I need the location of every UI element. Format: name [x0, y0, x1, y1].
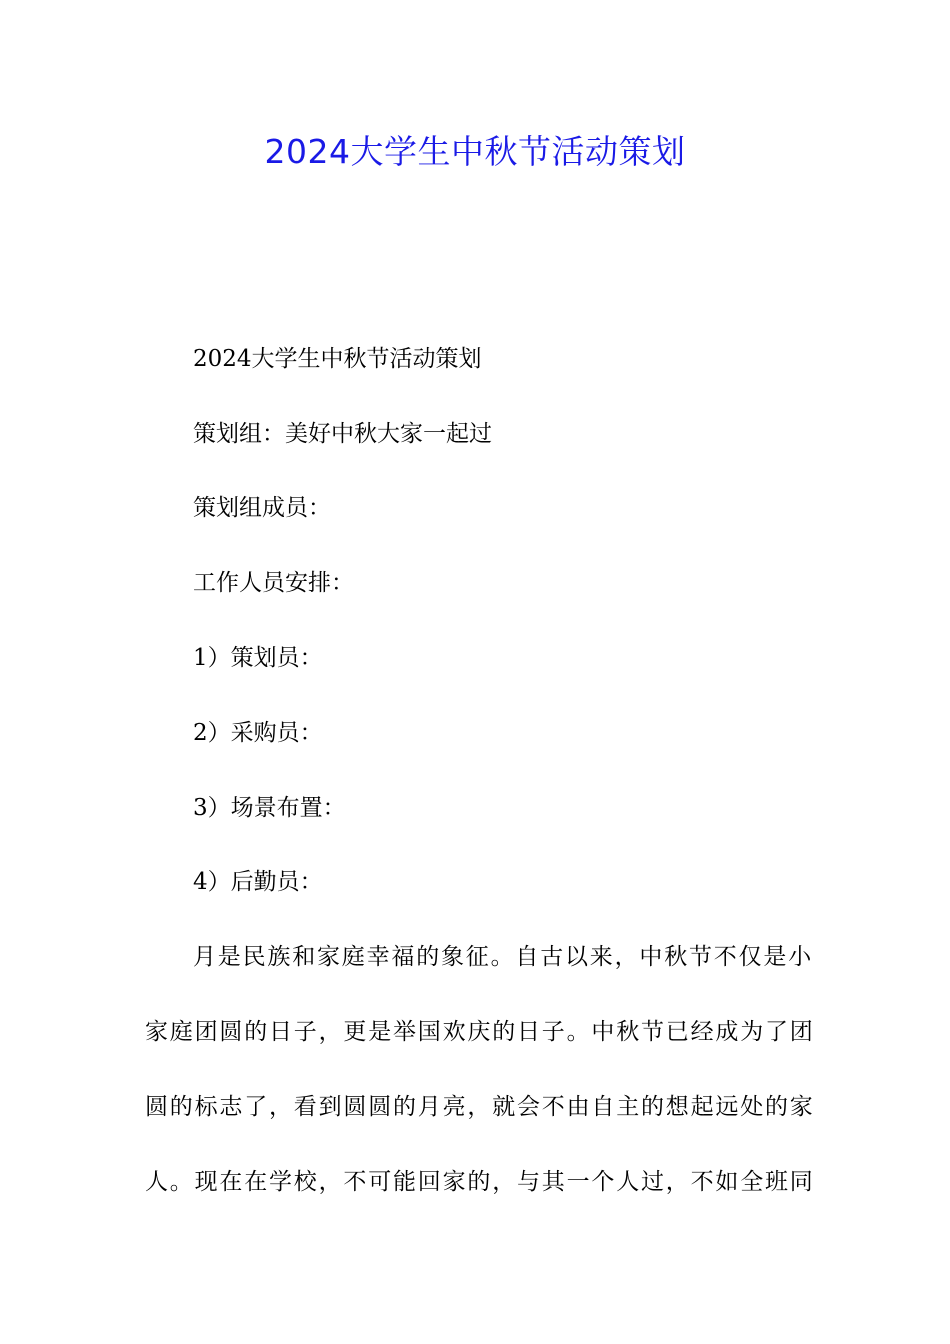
staff-item-logistics: 4）后勤员： [193, 869, 323, 895]
staff-item-purchaser: 2）采购员： [193, 720, 323, 746]
staff-item-scene: 3）场景布置： [193, 795, 346, 821]
document-title: 2024大学生中秋节活动策划 [264, 132, 686, 171]
paragraph-line-1: 月是民族和家庭幸福的象征。自古以来，中秋节不仅是小 [193, 944, 813, 970]
paragraph-line-3: 圆的标志了，看到圆圆的月亮，就会不由自主的想起远处的家 [145, 1094, 815, 1120]
doc-heading-line: 2024大学生中秋节活动策划 [193, 346, 482, 372]
staff-item-planner: 1）策划员： [193, 645, 323, 671]
planning-group-line: 策划组：美好中秋大家一起过 [193, 421, 492, 447]
staff-arrangement-line: 工作人员安排： [193, 570, 354, 596]
paragraph-line-2: 家庭团圆的日子，更是举国欢庆的日子。中秋节已经成为了团 [145, 1019, 815, 1045]
paragraph-line-4: 人。现在在学校，不可能回家的，与其一个人过，不如全班同 [145, 1169, 815, 1195]
group-members-line: 策划组成员： [193, 495, 331, 521]
